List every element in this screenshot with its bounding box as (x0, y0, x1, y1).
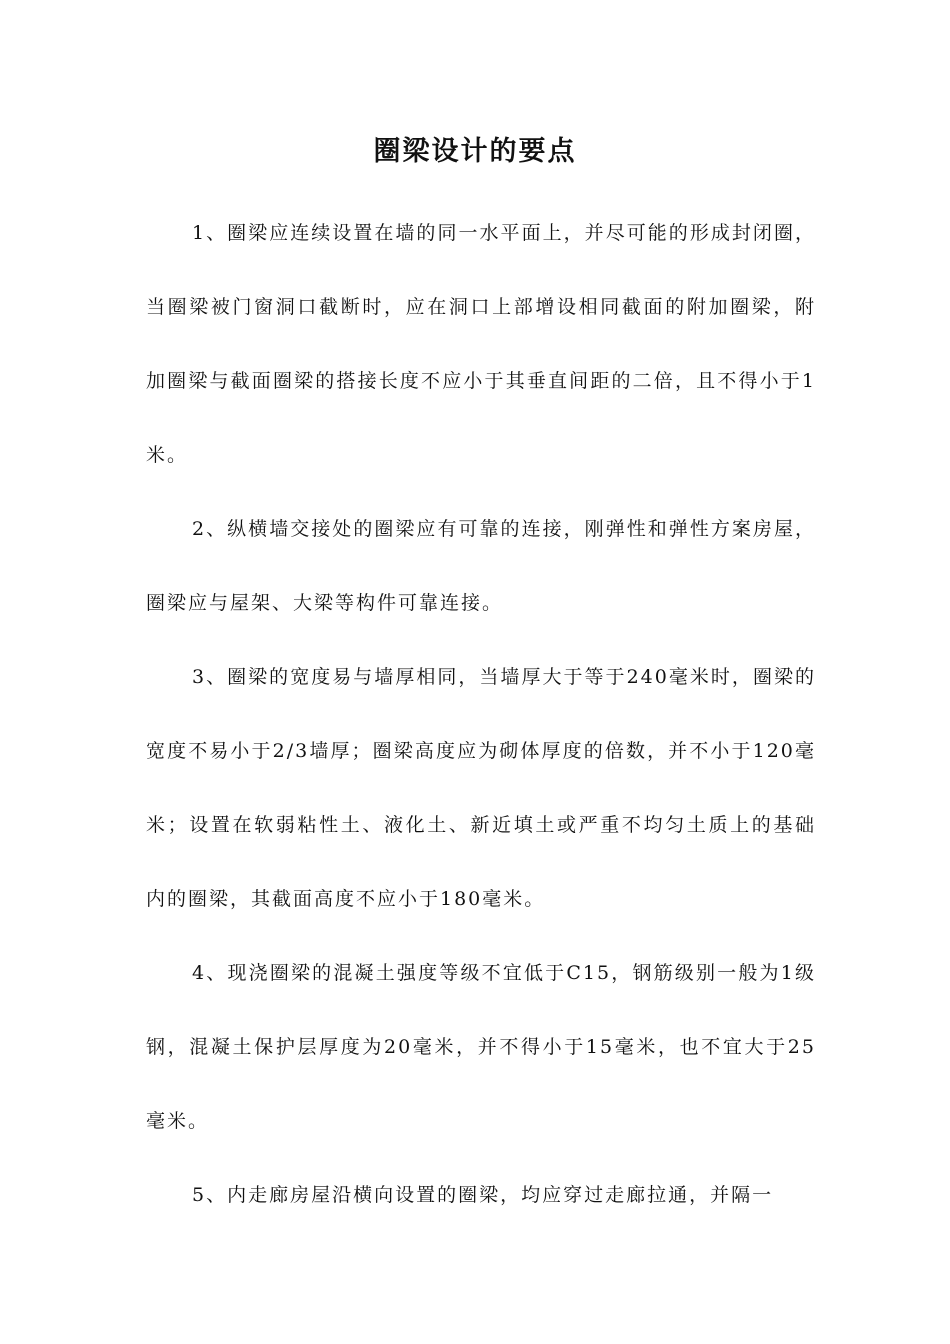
document-body (146, 196, 816, 1232)
paragraph-5: 5、内走廊房屋沿横向设置的圈梁，均应穿过走廊拉通，并隔一 (192, 1184, 774, 1206)
paragraph-1: 1、圈梁应连续设置在墙的同一水平面上，并尽可能的形成封闭圈，当圈梁被门窗洞口截断时，应在洞口上部增设相同截面的附加圈梁，附加圈梁与截面圈梁的搭接长度不应小于其垂直间距的二倍，且不得小于1米。 (146, 222, 816, 466)
paragraph-3: 3、圈梁的宽度易与墙厚相同，当墙厚大于等于240毫米时，圈梁的宽度不易小于2/3墙厚；圈梁高度应为砌体厚度的倍数，并不小于120毫米；设置在软弱粘性土、液化土、新近填土或严重不均匀土质上的基础内的圈梁，其截面高度不应小于180毫米。 (146, 666, 816, 910)
document-title: 圈梁设计的要点 (373, 136, 577, 167)
paragraph-4: 4、现浇圈梁的混凝土强度等级不宜低于C15，钢筋级别一般为1级钢，混凝土保护层厚度为20毫米，并不得小于15毫米，也不宜大于25毫米。 (146, 962, 816, 1132)
paragraph-2: 2、纵横墙交接处的圈梁应有可靠的连接，刚弹性和弹性方案房屋，圈梁应与屋架、大梁等构件可靠连接。 (146, 518, 816, 614)
